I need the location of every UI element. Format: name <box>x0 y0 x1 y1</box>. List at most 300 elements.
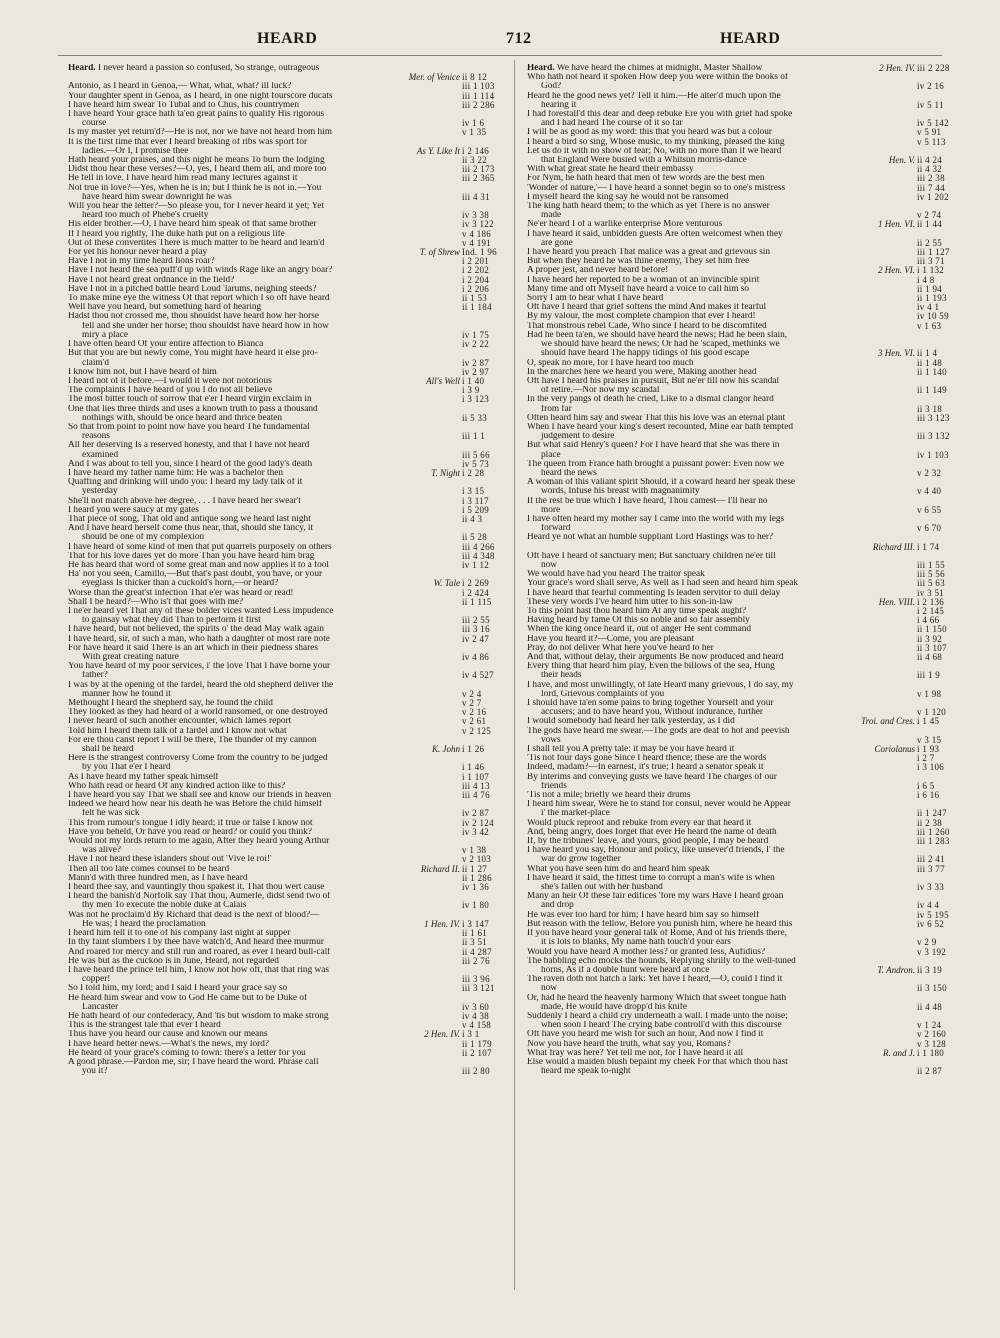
concordance-line <box>68 589 518 598</box>
act-scene-line-ref: v 2 4 <box>462 689 482 699</box>
act-scene-line-ref: i 2 145 <box>917 606 945 616</box>
act-scene-line-ref: ii 3 92 <box>917 634 943 644</box>
act-scene-line-ref: i 1 26 <box>462 745 485 755</box>
quotation-text: When I have heard your king's desert recounted, Mine ear hath tempted <box>527 422 794 432</box>
act-scene-line-ref: iv 5 142 <box>917 119 949 129</box>
quotation-text: That piece of song, That old and antique song we heard last night <box>68 514 311 524</box>
concordance-line <box>68 911 518 920</box>
quotation-text: I myself heard the king say he would not be ransomed <box>527 192 729 202</box>
quotation-text: By my valour, the most complete champion that ever I heard! <box>527 312 756 322</box>
quotation-text: Then all too late comes counsel to be heard <box>68 864 230 874</box>
concordance-line <box>527 1058 973 1067</box>
act-scene-line-ref: iii 4 31 <box>462 192 490 202</box>
quotation-text: Ha' not you seen, Camillo,—But that's past doubt, you have, or your <box>68 570 323 580</box>
quotation-text: Sorry I am to hear what I have heard <box>527 294 664 304</box>
act-scene-line-ref: ii 1 61 <box>462 929 488 939</box>
concordance-line <box>527 533 973 542</box>
play-title: As Y. Like It <box>416 146 460 156</box>
concordance-line <box>527 340 973 349</box>
act-scene-line-ref: v 2 160 <box>917 1030 947 1040</box>
concordance-line <box>68 809 518 818</box>
act-scene-line-ref: iv 2 124 <box>462 818 494 828</box>
quotation-text: I heard thee say, and vauntingly thou spakest it, That thou wert cause <box>68 883 325 893</box>
concordance-line <box>68 938 518 947</box>
concordance-line <box>68 552 518 561</box>
concordance-line <box>68 561 518 570</box>
quotation-text: Oft have I heard that grief softens the mind And makes it fearful <box>527 303 767 313</box>
concordance-line <box>68 220 518 229</box>
quotation-text: Have I not heard the sea puff'd up with winds Rage like an angry boar? <box>68 266 333 276</box>
concordance-line <box>527 846 973 855</box>
concordance-line <box>527 138 973 147</box>
concordance-line <box>527 441 973 450</box>
concordance-line <box>527 1040 973 1049</box>
quotation-text: Is my master yet return'd?—He is not, nor we have not heard from him <box>68 128 332 138</box>
act-scene-line-ref: iii 2 173 <box>462 165 495 175</box>
concordance-line <box>68 331 518 340</box>
concordance-line <box>68 110 518 119</box>
concordance-line <box>527 727 973 736</box>
quotation-text: Every thing that heard him play, Even the billows of the sea, Hung <box>527 662 775 672</box>
act-scene-line-ref: ii 1 149 <box>917 386 947 396</box>
quotation-text: I shall tell you A pretty tale: it may be you have heard it <box>527 745 735 755</box>
quotation-text: their heads <box>541 671 582 681</box>
act-scene-line-ref: i 2 424 <box>462 588 490 598</box>
quotation-text: Mann'd with three hundred men, as I have heard <box>68 873 248 883</box>
act-scene-line-ref: i 2 206 <box>462 284 490 294</box>
act-scene-line-ref: ii 1 184 <box>462 303 492 313</box>
concordance-line <box>527 579 973 588</box>
headword: Heard. <box>68 64 96 73</box>
quotation-text: was alive? <box>82 846 121 856</box>
quotation-text: To make mine eye the witness Of that report which I so oft have heard <box>68 294 330 304</box>
quotation-text: heard the news <box>541 468 597 478</box>
concordance-line <box>527 809 973 818</box>
act-scene-line-ref: iii 1 127 <box>917 248 950 258</box>
act-scene-line-ref: iii 1 9 <box>917 671 941 681</box>
quotation-text: The king hath heard them; to the which as yet There is no answer <box>527 202 770 212</box>
concordance-line <box>527 791 973 800</box>
act-scene-line-ref: iv 5 195 <box>917 910 949 920</box>
concordance-line <box>68 359 518 368</box>
quotation-text: I have heard better news.—What's the news, my lord? <box>68 1039 269 1049</box>
act-scene-line-ref: i 1 93 <box>917 745 940 755</box>
quotation-text: and drop <box>541 901 574 911</box>
quotation-text: And I was about to tell you, since I heard of the good lady's death <box>68 459 313 469</box>
concordance-line <box>527 230 973 239</box>
concordance-line <box>527 1030 973 1039</box>
concordance-line <box>527 395 973 404</box>
quotation-text: words, Infuse his breast with magnanimity <box>541 487 700 497</box>
quotation-text: If I heard you rightly, The duke hath put on a religious life <box>68 229 285 239</box>
act-scene-line-ref: iii 2 76 <box>462 956 490 966</box>
play-title: T. of Shrew <box>419 248 460 258</box>
quotation-text: If you have heard your general talk of Rome, And of his friends there, <box>527 929 787 939</box>
concordance-line <box>68 800 518 809</box>
act-scene-line-ref: v 3 15 <box>917 735 942 745</box>
act-scene-line-ref: iii 3 71 <box>917 257 945 267</box>
act-scene-line-ref: v 4 191 <box>462 238 492 248</box>
concordance-line <box>527 570 973 579</box>
concordance-line <box>527 110 973 119</box>
concordance-line <box>68 506 518 515</box>
quotation-text: war do grow together <box>541 855 621 865</box>
concordance-line <box>68 653 518 662</box>
quotation-text: I have heard you say That we shall see and know our friends in heaven <box>68 791 332 801</box>
act-scene-line-ref: iii 3 77 <box>917 864 945 874</box>
quotation-text: And roared for mercy and still run and roared, as ever I heard bull-calf <box>68 947 331 957</box>
act-scene-line-ref: ii 5 28 <box>462 533 488 543</box>
concordance-line <box>68 1030 518 1039</box>
concordance-line <box>527 938 973 947</box>
act-scene-line-ref: ii 4 287 <box>462 947 492 957</box>
quotation-text: Well have you heard, but something hard of hearing <box>68 303 262 313</box>
concordance-line <box>527 929 973 938</box>
act-scene-line-ref: ii 4 3 <box>462 514 483 524</box>
quotation-text: Shall I be heard?—Who is't that goes with me? <box>68 597 244 607</box>
concordance-line <box>68 266 518 275</box>
concordance-line <box>68 230 518 239</box>
concordance-line <box>68 1040 518 1049</box>
act-scene-line-ref: iv 2 97 <box>462 367 490 377</box>
act-scene-line-ref: ii 8 12 <box>462 73 488 83</box>
concordance-line <box>68 64 518 73</box>
quotation-text: As I have heard my father speak himself <box>68 772 219 782</box>
concordance-line <box>68 377 518 386</box>
act-scene-line-ref: i 1 45 <box>917 717 940 727</box>
quotation-text: They looked as they had heard of a world ransomed, or one destroyed <box>68 708 328 718</box>
concordance-line <box>68 524 518 533</box>
act-scene-line-ref: i 1 107 <box>462 772 490 782</box>
concordance-line <box>527 994 973 1003</box>
concordance-line <box>527 690 973 699</box>
play-title: T. Night <box>431 468 460 478</box>
quotation-text: we should have heard the news; Or had he 'scaped, methinks we <box>541 340 780 350</box>
quotation-text: For have heard it said There is an art which in their piedness shares <box>68 643 318 653</box>
quotation-text: And, being angry, does forget that ever He heard the name of death <box>527 827 777 837</box>
quotation-text: that England Were busied with a Whitsun morris-dance <box>541 156 747 166</box>
quotation-text: she's fallen out with her husband <box>541 883 663 893</box>
act-scene-line-ref: ii 4 24 <box>917 156 943 166</box>
quotation-text: judgement to desire <box>541 432 615 442</box>
concordance-line <box>527 644 973 653</box>
quotation-text: to gainsay what they did Than to perform it first <box>82 616 261 626</box>
concordance-line <box>527 883 973 892</box>
concordance-line <box>527 616 973 625</box>
quotation-text: made, He would have dropp'd his knife <box>541 1002 687 1012</box>
quotation-text: When the king once heard it, out of anger He sent command <box>527 625 752 635</box>
act-scene-line-ref: v 3 192 <box>917 947 947 957</box>
quotation-text: I have heard you preach That malice was a great and grievous sin <box>527 248 770 258</box>
concordance-line <box>527 874 973 883</box>
quotation-text: What you have seen him do and heard him speak <box>527 864 710 874</box>
act-scene-line-ref: iv 2 87 <box>462 809 490 819</box>
act-scene-line-ref: iv 5 73 <box>462 459 490 469</box>
concordance-line <box>527 156 973 165</box>
concordance-line <box>68 727 518 736</box>
concordance-line <box>68 1067 518 1076</box>
act-scene-line-ref: v 6 70 <box>917 524 942 534</box>
act-scene-line-ref: ii 4 32 <box>917 165 943 175</box>
act-scene-line-ref: iii 3 96 <box>462 975 490 985</box>
play-title: Hen. V. <box>888 156 915 166</box>
play-title: W. Tale <box>433 579 460 589</box>
quotation-text: I have heard it said, the fittest time to corrupt a man's wife is when <box>527 873 775 883</box>
act-scene-line-ref: i 3 117 <box>462 496 489 506</box>
act-scene-line-ref: iv 1 36 <box>462 883 490 893</box>
quotation-text: If, by the tribunes' leave, and yours, good people, I may be heard <box>527 837 769 847</box>
concordance-line <box>527 451 973 460</box>
concordance-line <box>68 156 518 165</box>
concordance-line <box>527 837 973 846</box>
quotation-text: Had he been ta'en, we should have heard the news; Had he been slain, <box>527 330 788 340</box>
quotation-text: when soon I heard The crying babe controll'd with this discourse <box>541 1021 782 1031</box>
act-scene-line-ref: i 3 1 <box>462 1030 480 1040</box>
concordance-line <box>527 966 973 975</box>
quotation-text: A good phrase.—Pardon me, sir; I have heard the word. Phrase call <box>68 1057 319 1067</box>
play-title: Coriolanus <box>874 745 915 755</box>
concordance-line <box>527 322 973 331</box>
play-title: 2 Hen. IV. <box>879 64 915 73</box>
concordance-line <box>527 128 973 137</box>
quotation-text: it is lots to blanks, My name hath touch'd your ears <box>541 938 731 948</box>
concordance-line <box>527 699 973 708</box>
quotation-text: Who hath not heard it spoken How deep you were within the books of <box>527 73 789 83</box>
quotation-text: Many an heir Of these fair edifices 'fore my wars Have I heard groan <box>527 892 784 902</box>
quotation-text: We would have had you heard The traitor speak <box>527 570 705 580</box>
quotation-text: That for his love dares yet do more Than you have heard him brag <box>68 551 315 561</box>
concordance-line <box>527 819 973 828</box>
quotation-text: What fray was here? Yet tell me not, for I have heard it all <box>527 1048 744 1058</box>
quotation-text: That monstrous rebel Cade, Who since I heard to be discomfited <box>527 321 767 331</box>
concordance-line <box>527 460 973 469</box>
concordance-line <box>68 708 518 717</box>
concordance-line <box>68 101 518 110</box>
concordance-line <box>68 257 518 266</box>
concordance-line <box>68 681 518 690</box>
quotation-text: Lancaster <box>82 1002 119 1012</box>
act-scene-line-ref: v 1 63 <box>917 321 942 331</box>
concordance-line <box>527 174 973 183</box>
act-scene-line-ref: v 1 120 <box>917 708 947 718</box>
quotation-text: nothings with, should be once heard and thrice beaten <box>82 413 283 423</box>
act-scene-line-ref: i 2 202 <box>462 266 490 276</box>
concordance-line <box>527 957 973 966</box>
quotation-text: Many time and oft Myself have heard a voice to call him so <box>527 284 750 294</box>
concordance-line <box>68 73 518 82</box>
concordance-line <box>68 469 518 478</box>
concordance-line <box>527 607 973 616</box>
concordance-line <box>68 690 518 699</box>
act-scene-line-ref: iii 1 1 <box>462 432 486 442</box>
quotation-text: O, speak no more, for I have heard too much <box>527 358 694 368</box>
concordance-line <box>68 533 518 542</box>
quotation-text: course <box>82 119 107 129</box>
quotation-text: Have you beheld, Or have you read or heard? or could you think? <box>68 827 312 837</box>
quotation-text: In the marches here we heard you were, Making another head <box>527 367 757 377</box>
play-title: 1 Hen. IV. <box>424 919 460 929</box>
concordance-line <box>527 432 973 441</box>
concordance-line <box>68 1058 518 1067</box>
headword: Heard. <box>527 64 555 73</box>
concordance-line <box>527 1067 973 1076</box>
concordance-line <box>527 782 973 791</box>
act-scene-line-ref: ii 2 55 <box>917 238 943 248</box>
concordance-line <box>527 377 973 386</box>
quotation-text: To this point hast thou heard him At any time speak aught? <box>527 606 747 616</box>
act-scene-line-ref: iv 3 42 <box>462 827 490 837</box>
quotation-text: Told him I heard them talk of a fardel and I know not what <box>68 726 287 736</box>
concordance-line <box>68 1003 518 1012</box>
concordance-line <box>68 1012 518 1021</box>
quotation-text: Heard he the good news yet? Tell it him.—He alter'd much upon the <box>527 91 781 101</box>
quotation-text: Hadst thou not crossed me, thou shouldst have heard how her horse <box>68 312 319 322</box>
quotation-text: I have heard of some kind of men that put quarrels purposely on others <box>68 542 332 552</box>
concordance-line <box>527 892 973 901</box>
concordance-line <box>68 487 518 496</box>
act-scene-line-ref: iii 3 123 <box>917 413 950 423</box>
quotation-text: should be one of my complexion <box>82 533 205 543</box>
concordance-line <box>68 441 518 450</box>
quotation-text: Will you hear the letter?—So please you, for I never heard it yet; Yet <box>68 202 324 212</box>
concordance-line <box>527 386 973 395</box>
quotation-text: forward <box>541 524 571 534</box>
concordance-line <box>527 598 973 607</box>
act-scene-line-ref: i 1 180 <box>917 1048 945 1058</box>
concordance-line <box>527 948 973 957</box>
page-header <box>60 30 945 52</box>
quotation-text: 'Tis not four days gone Since I heard thence; these are the words <box>527 754 767 764</box>
quotation-text: I have often heard my mother say I came into the world with my legs <box>527 514 785 524</box>
running-head-right: HEARD <box>720 30 781 47</box>
quotation-text: Pray, do not deliver What here you've heard to her <box>527 643 714 653</box>
quotation-text: I have heard my father name him: He was a bachelor then <box>68 468 284 478</box>
concordance-line <box>68 920 518 929</box>
concordance-line <box>527 524 973 533</box>
concordance-line <box>68 478 518 487</box>
act-scene-line-ref: iii 3 121 <box>462 984 495 994</box>
act-scene-line-ref: ii 3 22 <box>462 156 488 166</box>
act-scene-line-ref: i 3 147 <box>462 919 490 929</box>
quotation-text: God? <box>541 82 562 92</box>
act-scene-line-ref: i 4 8 <box>917 275 935 285</box>
concordance-line <box>68 211 518 220</box>
quotation-text: I ne'er heard yet That any of these bolder vices wanted Less impudence <box>68 606 334 616</box>
act-scene-line-ref: v 1 35 <box>462 128 487 138</box>
act-scene-line-ref: ii 1 140 <box>917 367 947 377</box>
act-scene-line-ref: ii 1 48 <box>917 358 943 368</box>
quotation-text: Ne'er heard I of a warlike enterprise More venturous <box>527 220 723 230</box>
act-scene-line-ref: i 1 46 <box>462 763 485 773</box>
concordance-line <box>527 653 973 662</box>
play-title: Mer. of Venice <box>408 73 460 83</box>
quotation-text: horns, As if a double hunt were heard at once <box>541 965 710 975</box>
quotation-text: ladies.—Or I, I promise thee <box>82 146 189 156</box>
concordance-line <box>527 359 973 368</box>
quotation-text: I heard you were saucy at my gates <box>68 505 199 515</box>
quotation-text: Indeed, madam?—In earnest, it's true; I heard a senator speak it <box>527 763 764 773</box>
act-scene-line-ref: iii 1 260 <box>917 827 950 837</box>
concordance-line <box>68 515 518 524</box>
act-scene-line-ref: v 5 91 <box>917 128 942 138</box>
act-scene-line-ref: ii 3 107 <box>917 643 947 653</box>
quotation-text: I have, and most unwillingly, of late Heard many grievous, I do say, my <box>527 680 794 690</box>
act-scene-line-ref: iii 4 266 <box>462 542 495 552</box>
concordance-line <box>527 920 973 929</box>
quotation-text: I heard not of it before.—I would it were not notorious <box>68 376 272 386</box>
quotation-text: Your daughter spent in Genoa, as I heard, in one night fourscore ducats <box>68 91 333 101</box>
play-title: 3 Hen. VI. <box>878 349 915 359</box>
quotation-text: Have you heard it?—Come, you are pleasant <box>527 634 695 644</box>
quotation-text: I have heard, sir, of such a man, who hath a daughter of most rare note <box>68 634 330 644</box>
concordance-line <box>68 82 518 91</box>
concordance-line <box>68 819 518 828</box>
quotation-text: Your grace's word shall serve, As well as I had seen and heard him speak <box>527 579 799 589</box>
concordance-line <box>527 349 973 358</box>
quotation-text: For Nym, he hath heard that men of few words are the best men <box>527 174 765 184</box>
play-title: K. John <box>432 745 460 755</box>
act-scene-line-ref: ii 3 18 <box>917 404 943 414</box>
concordance-line <box>527 331 973 340</box>
act-scene-line-ref: iv 2 22 <box>462 340 490 350</box>
quotation-text: I will be as good as my word: this that you heard was but a colour <box>527 128 773 138</box>
quotation-text: This from rumour's tongue I idly heard; if true or false I know not <box>68 818 313 828</box>
quotation-text: His elder brother.—O, I have heard him speak of that same brother <box>68 220 317 230</box>
act-scene-line-ref: ii 2 87 <box>917 1067 943 1077</box>
quotation-text: Oft have you heard me wish for such an hour, And now I find it <box>527 1030 764 1040</box>
quotation-text: He was but as the cuckoo is in June, Heard, not regarded <box>68 956 279 966</box>
act-scene-line-ref: v 1 38 <box>462 846 487 856</box>
act-scene-line-ref: ii 1 193 <box>917 294 947 304</box>
quotation-text: place <box>541 450 561 460</box>
quotation-text: are gone <box>541 238 573 248</box>
concordance-line <box>68 432 518 441</box>
quotation-text: The raven doth not hatch a lark: Yet have I heard,—O, could I find it <box>527 975 783 985</box>
act-scene-line-ref: iv 3 38 <box>462 211 490 221</box>
quotation-text: She'll not match above her degree, . . . I have heard her swear't <box>68 496 301 506</box>
quotation-text: A woman of this valiant spirit Should, if a coward heard her speak these <box>527 478 795 488</box>
act-scene-line-ref: i 3 123 <box>462 395 490 405</box>
act-scene-line-ref: v 4 186 <box>462 229 492 239</box>
concordance-line <box>527 193 973 202</box>
quotation-text: In the very pangs of death he cried, Like to a dismal clangor heard <box>527 395 774 405</box>
concordance-line <box>527 681 973 690</box>
act-scene-line-ref: v 2 125 <box>462 726 492 736</box>
quotation-text: You have heard of my poor services, i' the love That I have borne your <box>68 662 331 672</box>
concordance-line <box>68 957 518 966</box>
act-scene-line-ref: v 2 61 <box>462 717 487 727</box>
concordance-line <box>527 119 973 128</box>
play-title: Richard II. <box>420 864 460 874</box>
quotation-text: lord, Grievous complaints of you <box>541 689 665 699</box>
act-scene-line-ref: i 6 5 <box>917 781 935 791</box>
quotation-text: For ere thou canst report I will be there, The thunder of my cannon <box>68 735 317 745</box>
concordance-line <box>68 975 518 984</box>
quotation-text: made <box>541 211 562 221</box>
concordance-line <box>68 865 518 874</box>
quotation-text: I had forestall'd this dear and deep rebuke Ere you with grief had spoke <box>527 110 793 120</box>
act-scene-line-ref: v 1 98 <box>917 689 942 699</box>
concordance-line <box>68 395 518 404</box>
act-scene-line-ref: iv 3 33 <box>917 883 945 893</box>
quotation-text: Indeed we heard how near his death he was Before the child himself <box>68 800 323 810</box>
concordance-line <box>527 294 973 303</box>
quotation-text: Didst thou hear these verses?—O, yes, I heard them all, and more too <box>68 165 327 175</box>
concordance-line <box>68 248 518 257</box>
quotation-text: Now you have heard the truth, what say you, Romans? <box>527 1039 731 1049</box>
quotation-text: Who hath read or heard Of any kindred action like to this? <box>68 781 286 791</box>
act-scene-line-ref: i 1 132 <box>917 266 945 276</box>
